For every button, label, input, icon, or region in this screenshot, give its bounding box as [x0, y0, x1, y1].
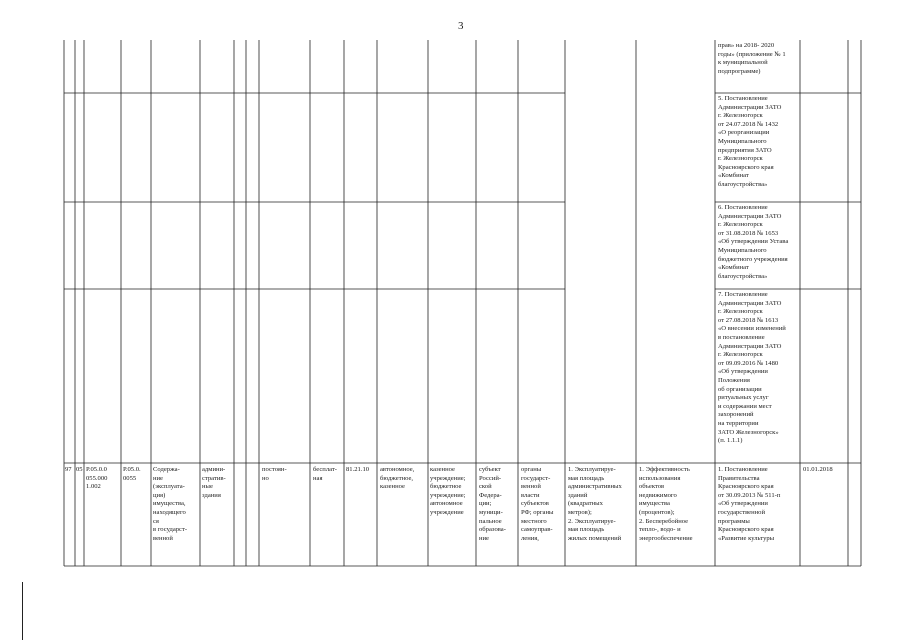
- service-code: Р.05.0. 0055: [123, 466, 141, 482]
- volume-indicators: 1. Эксплуатируе- мая площадь административных зданий (квадратных метров); 2. Эксплуатируе- мая площадь жилых помещений: [568, 466, 622, 542]
- section-code: 05: [76, 466, 83, 473]
- quality-indicators: 1. Эффективность использования объектов недвижимого имущества (процентов); 2. Бесперебойное тепло-, водо- и энергообеспечение: [639, 466, 693, 542]
- payment-type: бесплат- ная: [313, 466, 337, 482]
- consumers: субъект Россий- ской Федера- ции; муници- пальное образова- ние: [479, 466, 506, 542]
- provider-type: казенное учреждение; бюджетное учреждение; автономное учреждение: [430, 466, 466, 516]
- service-name: Содержа- ние (эксплуата- ция) имущества, находящего ся в государст- венной: [153, 466, 188, 542]
- legal-basis-item-5: 5. Постановление Администрации ЗАТО г. Железногорск от 24.07.2018 № 1432 «О реорганизации Муниципального предприятия ЗАТО г. Железногорск Красноярского края «Комбинат благоустройства»: [718, 95, 782, 188]
- page-number: 3: [458, 20, 464, 32]
- legal-basis-item-7: 7. Постановление Администрации ЗАТО г. Железногорск от 27.08.2018 № 1613 «О внесении изменений в постановление Администрации ЗАТО г. Железногорск от 09.09.2016 № 1480 «Об утверждении Положения об организации ритуальных услуг и содержании мест захоронений на территории ЗАТО Железногорск» (п. 1.1.1): [718, 291, 786, 445]
- frequency: постоян- но: [262, 466, 287, 482]
- institution-type: автономное, бюджетное, казенное: [380, 466, 415, 491]
- legal-basis: 1. Постановление Правительства Красноярского края от 30.09.2013 № 511-п «Об утверждении государственной программы Красноярского края «Развитие культуры: [718, 466, 781, 542]
- effective-date: 01.01.2018: [803, 466, 833, 473]
- legal-basis-item-6: 6. Постановление Администрации ЗАТО г. Железногорск от 31.08.2018 № 1653 «Об утверждении Устава Муниципального бюджетного учреждения «Комбинат благоустройства»: [718, 204, 789, 280]
- service-content: админи- стратив- ные здания: [202, 466, 226, 499]
- row-number: 97: [65, 466, 72, 473]
- okved-code: 81.21.10: [346, 466, 370, 473]
- registry-code: Р.05.0.0 055.000 1.002: [86, 466, 108, 491]
- legal-basis-continuation: прав» на 2018- 2020 годы» (приложение № 1 к муниципальной подпрограмме): [718, 42, 786, 75]
- page-margin-line: [22, 582, 23, 640]
- authority: органы государст- венной власти субъектов РФ; органы местного самоуправ- ления,: [521, 466, 554, 542]
